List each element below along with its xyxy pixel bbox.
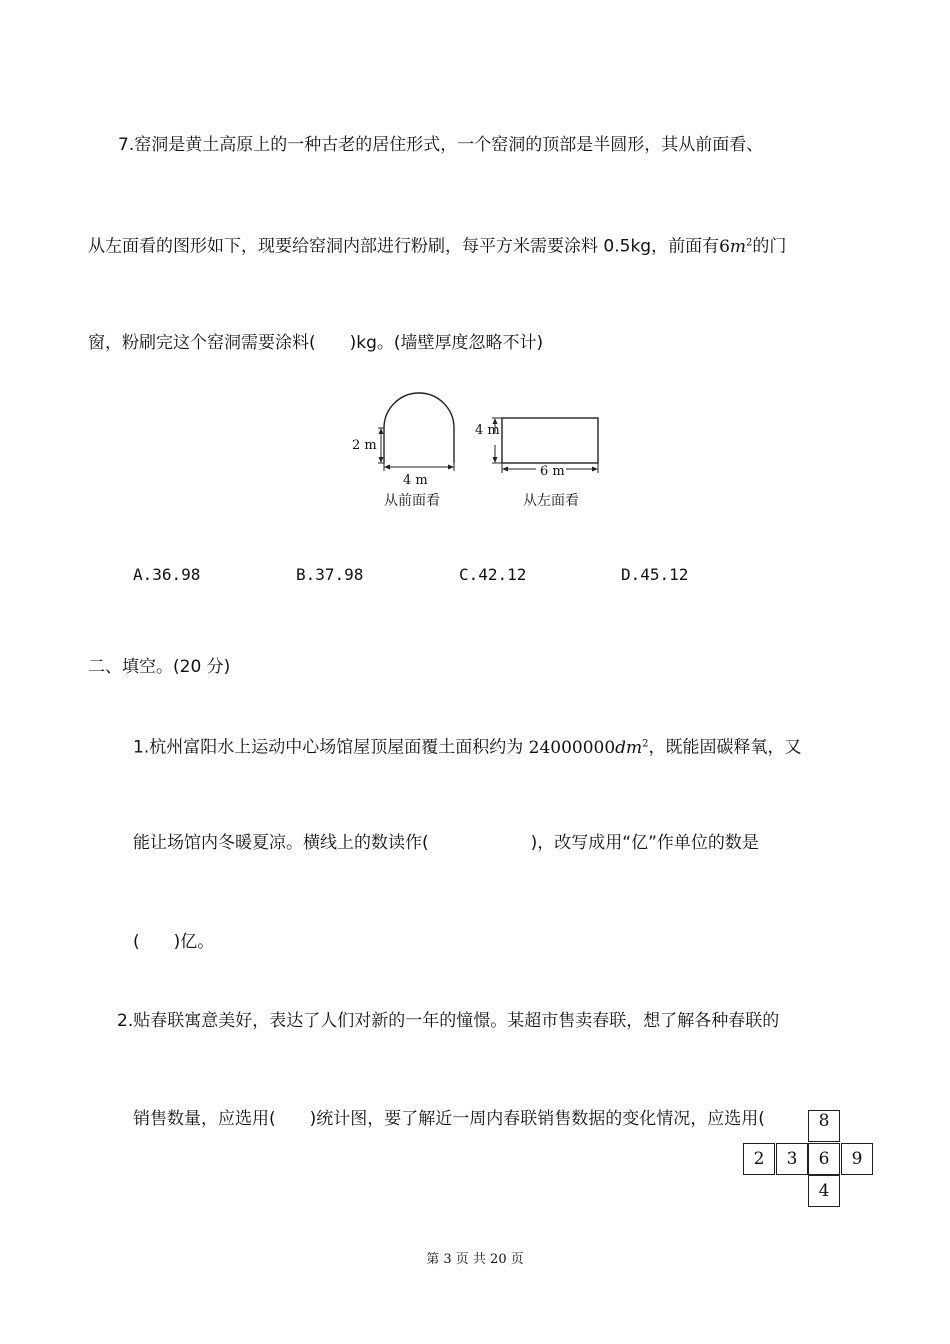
q7-line-2-text-a: 从左面看的图形如下，现要给窑洞内部进行粉刷，每平方米需要涂料 0.5kg，前面有 [88,236,720,257]
option-c: C.42.12 [459,565,527,584]
q7-line-3: 窗，粉刷完这个窑洞需要涂料( )kg。(墙壁厚度忽略不计) [88,333,544,353]
cube-net-bottom-cell: 4 [808,1175,840,1207]
q2-line-2: 销售数量，应选用( )统计图，要了解近一周内春联销售数据的变化情况，应选用( [133,1109,765,1129]
q2-line-1: 2.贴春联寓意美好，表达了人们对新的一年的憧憬。某超市售卖春联，想了解各种春联的 [117,1011,780,1031]
side-view-caption: 从左面看 [523,493,579,509]
option-b: B.37.98 [296,565,364,584]
page-footer: 第 3 页 共 20 页 [426,1252,524,1267]
side-view-rect [502,418,598,463]
q7-line-2 [88,232,786,258]
section-2-heading: 二、填空。(20 分) [88,657,231,677]
front-view-caption: 从前面看 [384,493,440,509]
cube-net-top-cell: 8 [808,1110,840,1142]
q1-line-1-text-b: ，既能固碳释氧，又 [648,737,802,758]
front-width-label: 4 m [403,473,428,488]
cube-net-cell-4: 9 [841,1143,873,1175]
option-d: D.45.12 [621,565,689,584]
front-view-arch [384,393,454,463]
q7-area-value: $6m^2$ [719,236,753,257]
side-width-label: 6 m [540,464,565,479]
q1-line-2: 能让场馆内冬暖夏凉。横线上的数读作( )，改写成用“亿”作单位的数是 [133,833,759,853]
cube-net-cell-3: 6 [808,1143,840,1175]
q1-line-3: ( )亿。 [133,932,215,952]
q7-line-1: 7.窑洞是黄土高原上的一种古老的居住形式，一个窑洞的顶部是半圆形，其从前面看、 [118,135,764,155]
q1-line-1-text-a: 1.杭州富阳水上运动中心场馆屋顶屋面覆土面积约为 [133,737,529,758]
cube-net-cell-1: 2 [743,1143,775,1175]
q1-line-1 [133,733,802,759]
cube-net-cell-2: 3 [776,1143,808,1175]
option-a: A.36.98 [133,565,201,584]
q7-line-2-text-b: 的门 [752,236,787,257]
side-height-label: 4 m [475,423,500,438]
front-height-label: 2 m [352,438,377,453]
q1-area-value: $24000000dm^2$ [528,737,649,758]
